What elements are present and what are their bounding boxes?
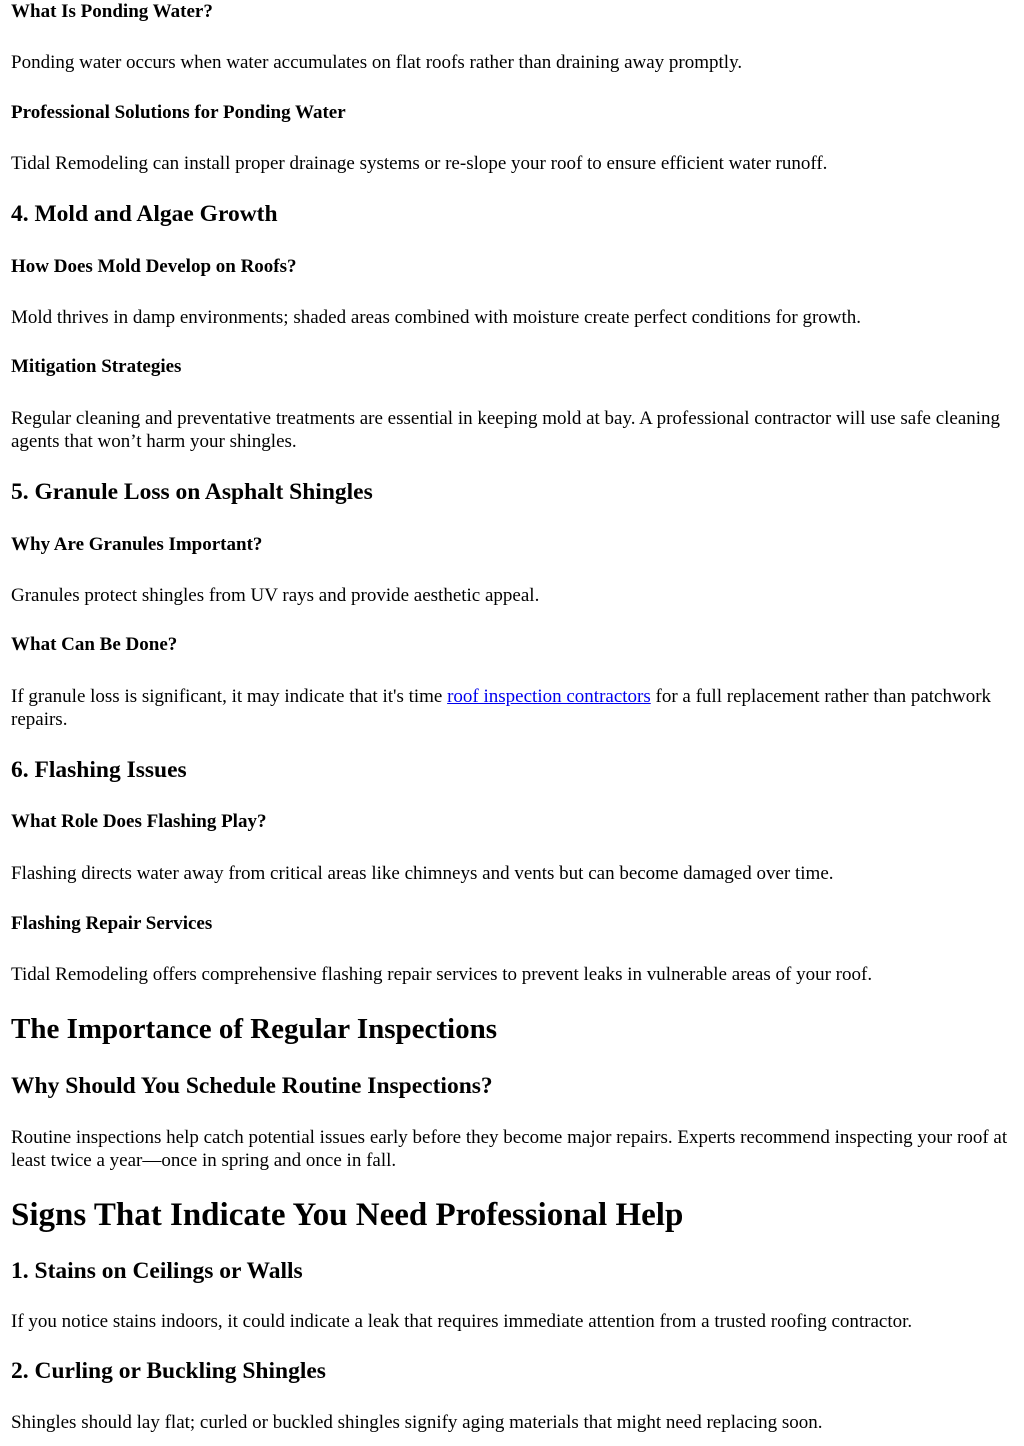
paragraph-ponding-solutions: Tidal Remodeling can install proper drainage systems or re-slope your roof to ensure efficient water runoff. <box>11 153 828 174</box>
paragraph-what-can-be-done <box>11 685 1016 731</box>
heading-what-is-ponding-water: What Is Ponding Water? <box>11 1 213 22</box>
heading-curling-buckling-shingles: 2. Curling or Buckling Shingles <box>11 1358 326 1384</box>
heading-flashing-repair: Flashing Repair Services <box>11 913 213 934</box>
paragraph-stains-ceilings-walls: If you notice stains indoors, it could indicate a leak that requires immediate attention from a trusted roofing contractor. <box>11 1311 913 1332</box>
heading-schedule-routine-inspections: Why Should You Schedule Routine Inspections? <box>11 1073 493 1099</box>
heading-stains-ceilings-walls: 1. Stains on Ceilings or Walls <box>11 1258 303 1284</box>
heading-importance-regular-inspections: The Importance of Regular Inspections <box>11 1013 498 1045</box>
paragraph-schedule-routine-inspections: Routine inspections help catch potential issues early before they become major repairs. Experts recommend inspecting your roof at least twice a year—once in spring and once in fall. <box>11 1127 1008 1171</box>
heading-granule-loss: 5. Granule Loss on Asphalt Shingles <box>11 479 373 505</box>
paragraph-flashing-repair: Tidal Remodeling offers comprehensive flashing repair services to prevent leaks in vulnerable areas of your roof. <box>11 964 873 985</box>
paragraph-curling-buckling-shingles: Shingles should lay flat; curled or buckled shingles signify aging materials that might need replacing soon. <box>11 1412 823 1433</box>
paragraph-text-before-link: If granule loss is significant, it may indicate that it's time <box>11 686 448 707</box>
paragraph-ponding-water: Ponding water occurs when water accumulates on flat roofs rather than draining away promptly. <box>11 52 743 73</box>
heading-mold-algae-growth: 4. Mold and Algae Growth <box>11 201 278 227</box>
heading-granules-important: Why Are Granules Important? <box>11 534 263 555</box>
heading-flashing-role: What Role Does Flashing Play? <box>11 811 267 832</box>
heading-signs-professional-help: Signs That Indicate You Need Professional Help <box>11 1197 684 1233</box>
heading-mitigation-strategies: Mitigation Strategies <box>11 356 182 377</box>
paragraph-mitigation-strategies: Regular cleaning and preventative treatments are essential in keeping mold at bay. A professional contractor will use safe cleaning agents that won’t harm your shingles. <box>11 408 1001 452</box>
roof-inspection-contractors-link[interactable]: roof inspection contractors <box>447 686 651 707</box>
paragraph-flashing-role: Flashing directs water away from critical areas like chimneys and vents but can become damaged over time. <box>11 863 834 884</box>
paragraph-text-after-link: for a full replacement rather than patchwork repairs. <box>11 686 992 730</box>
paragraph-mold-develop: Mold thrives in damp environments; shaded areas combined with moisture create perfect conditions for growth. <box>11 307 862 328</box>
paragraph-granules-important: Granules protect shingles from UV rays and provide aesthetic appeal. <box>11 585 540 606</box>
heading-ponding-solutions: Professional Solutions for Ponding Water <box>11 102 346 123</box>
heading-flashing-issues: 6. Flashing Issues <box>11 757 187 783</box>
heading-what-can-be-done: What Can Be Done? <box>11 634 178 655</box>
heading-mold-develop: How Does Mold Develop on Roofs? <box>11 256 297 277</box>
